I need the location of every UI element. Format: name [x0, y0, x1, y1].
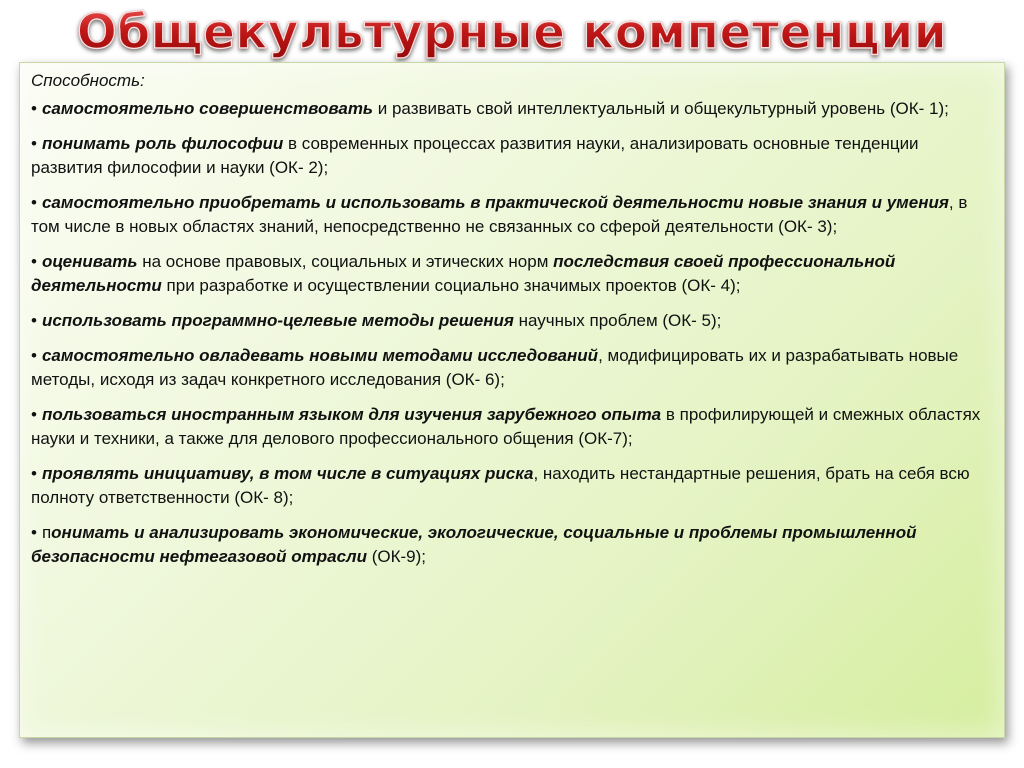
competency-item-ok1 — [31, 97, 994, 121]
bullet-icon: • — [31, 311, 37, 330]
competency-item-ok4 — [31, 250, 994, 298]
bullet-icon: • — [31, 134, 37, 153]
competency-key-phrase: онимать и анализировать экономические, экологические, социальные и проблемы промышленной безопасности нефтегазовой отрасли — [31, 523, 917, 566]
competency-key-phrase: понимать роль философии — [41, 134, 284, 153]
competency-item-ok7 — [31, 403, 994, 451]
competency-text: , в том числе в новых областях знаний, непосредственно не связанных со сферой деятельности (ОК- 3); — [31, 193, 968, 236]
competency-item-ok2 — [31, 132, 994, 180]
competencies-text-box — [19, 62, 1005, 738]
competency-text: при разработке и осуществлении социально значимых проектов (ОК- 4); — [161, 276, 741, 295]
bullet-icon: • — [31, 252, 37, 271]
competency-key-phrase: самостоятельно совершенствовать — [41, 99, 374, 118]
bullet-icon: • — [31, 523, 37, 542]
bullet-icon: • — [31, 405, 37, 424]
competency-item-ok5 — [31, 309, 994, 333]
competency-text: в современных процессах развития науки, анализировать основные тенденции развития философии и науки (ОК- 2); — [31, 134, 919, 177]
competency-text: п — [41, 523, 52, 542]
bullet-icon: • — [31, 346, 37, 365]
competency-item-ok3 — [31, 191, 994, 239]
competency-text: и развивать свой интеллектуальный и общекультурный уровень (ОК- 1); — [373, 99, 949, 118]
competency-text: (ОК-9); — [366, 547, 426, 566]
competency-item-ok8 — [31, 462, 994, 510]
competency-key-phrase: последствия своей профессиональной деятельности — [31, 252, 896, 295]
intro-label: Способность: — [31, 71, 145, 90]
bullet-icon: • — [31, 193, 37, 212]
competency-key-phrase: использовать программно-целевые методы решения — [41, 311, 514, 330]
slide-title: Общекультурные компетенции — [0, 2, 1024, 64]
competency-key-phrase: проявлять инициативу, в том числе в ситуациях риска — [41, 464, 534, 483]
bullet-icon: • — [31, 99, 37, 118]
competency-text: , находить нестандартные решения, брать на себя всю полноту ответственности (ОК- 8); — [31, 464, 970, 507]
competency-key-phrase: самостоятельно овладевать новыми методами исследований — [41, 346, 599, 365]
competency-text: на основе правовых, социальных и этических норм — [137, 252, 554, 271]
bullet-icon: • — [31, 464, 37, 483]
competency-list — [31, 97, 994, 569]
competency-text: , модифицировать их и разрабатывать новые методы, исходя из задач конкретного исследования (ОК- 6); — [31, 346, 959, 389]
competency-item-ok6 — [31, 344, 994, 392]
competency-key-phrase: самостоятельно приобретать и использовать в практической деятельности новые знания и умения — [41, 193, 949, 212]
competency-text: научных проблем (ОК- 5); — [513, 311, 722, 330]
competency-key-phrase: оценивать — [41, 252, 138, 271]
competency-item-ok9 — [31, 521, 994, 569]
competency-key-phrase: пользоваться иностранным языком для изучения зарубежного опыта — [41, 405, 662, 424]
competency-text: в профилирующей и смежных областях науки и техники, а также для делового профессионального общения (ОК-7); — [31, 405, 981, 448]
